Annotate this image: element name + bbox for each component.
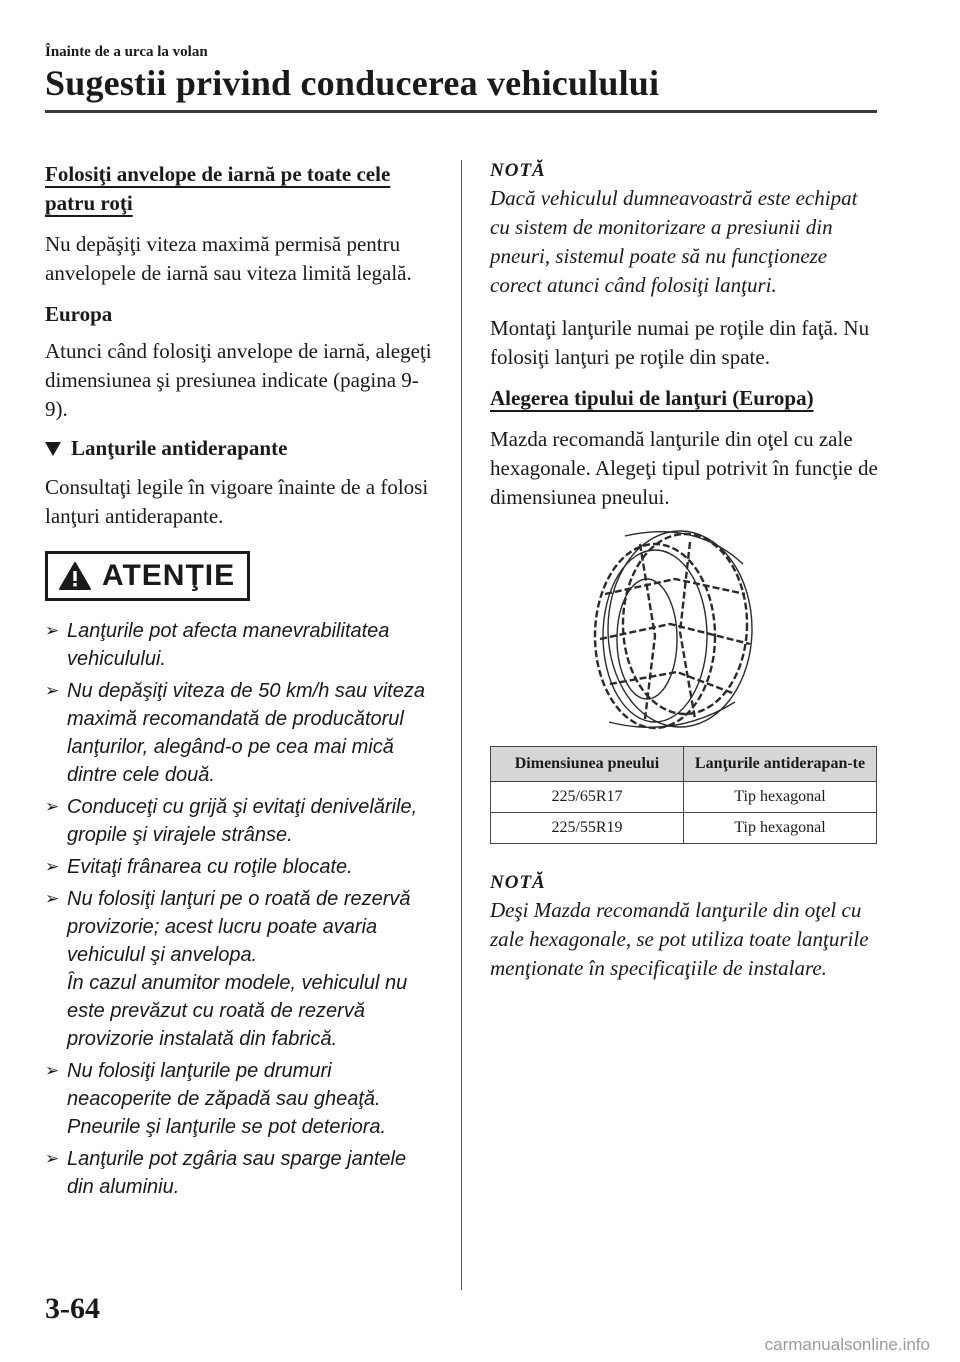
column-divider	[461, 160, 462, 1290]
list-item	[45, 1057, 435, 1141]
chain-size-table	[490, 746, 877, 844]
col-header-tire-size: Dimensiunea pneului	[491, 747, 684, 782]
bullet-text: Lanţurile pot afecta manevrabilitatea vehiculului.	[67, 620, 390, 670]
bullet-text: Evitaţi frânarea cu roţile blocate.	[67, 856, 353, 878]
cell-tire-size: 225/65R17	[491, 782, 684, 813]
arrow-bullet-icon: ➢	[45, 889, 60, 908]
winter-heading-line2: patru roţi	[45, 191, 133, 215]
chains-text: Consultaţi legile în vigoare înainte de a folosi lanţuri antiderapante.	[45, 475, 429, 528]
caution-bullet-list	[45, 617, 435, 1201]
bullet-text: Lanţurile pot zgâria sau sparge jantele din aluminiu.	[67, 1148, 407, 1198]
list-item	[45, 1145, 435, 1201]
mount-text: Montaţi lanţurile numai pe roţile din faţă. Nu folosiţi lanţuri pe roţile din spate.	[490, 316, 870, 369]
table-header-row	[491, 747, 877, 782]
list-item	[45, 617, 435, 673]
table-row	[491, 782, 877, 813]
chains-heading-label: Lanţurile antiderapante	[71, 436, 288, 460]
list-item	[45, 853, 435, 881]
note-label: NOTĂ	[490, 160, 546, 181]
chain-selection-heading-label: Alegerea tipului de lanţuri (Europa)	[490, 386, 814, 410]
winter-tires-text: Nu depăşiţi viteza maximă permisă pentru anvelopele de iarnă sau viteza limită legală.	[45, 232, 412, 285]
arrow-bullet-icon: ➢	[45, 1061, 60, 1080]
page-number: 3-64	[45, 1292, 100, 1325]
bullet-text: Nu folosiţi lanţurile pe drumuri neacoperite de zăpadă sau gheaţă. Pneurile şi lanţurile se pot deteriora.	[67, 1060, 387, 1138]
triangle-down-icon	[45, 442, 61, 456]
page-title: Sugestii privind conducerea vehiculului	[45, 63, 660, 103]
cell-chain-type: Tip hexagonal	[684, 782, 877, 813]
note-label: NOTĂ	[490, 872, 546, 893]
chain-selection-heading	[490, 384, 880, 413]
bullet-text: Nu depăşiţi viteza de 50 km/h sau viteza maximă recomandată de producătorul lanţurilor, alegând-o pe cea mai mică dintre cele două.	[67, 680, 425, 786]
title-rule	[45, 110, 877, 113]
chain-selection-text: Mazda recomandă lanţurile din oţel cu zale hexagonale. Alegeţi tipul potrivit în funcţie de dimensiunea pneului.	[490, 427, 878, 509]
watermark: carmanualsonline.info	[764, 1335, 930, 1354]
warning-triangle-icon	[58, 561, 92, 591]
cell-tire-size: 225/55R19	[491, 813, 684, 844]
arrow-bullet-icon: ➢	[45, 857, 60, 876]
note-text: Dacă vehiculul dumneavoastră este echipat cu sistem de monitorizare a presiunii din pneuri, sistemul poate să nu funcţioneze corect atunci când folosiţi lanţuri.	[490, 186, 858, 297]
arrow-bullet-icon: ➢	[45, 1149, 60, 1168]
table-row	[491, 813, 877, 844]
europe-text: Atunci când folosiţi anvelope de iarnă, alegeţi dimensiunea şi presiunea indicate (pagina 9-9).	[45, 339, 432, 421]
bullet-extra-text: În cazul anumitor modele, vehiculul nu este prevăzut cu roată de rezervă provizorie instalată din fabrică.	[67, 972, 408, 1050]
caution-box	[45, 551, 250, 601]
winter-heading-line1: Folosiţi anvelope de iarnă pe toate cele	[45, 162, 391, 186]
list-item	[45, 885, 435, 1053]
cell-chain-type: Tip hexagonal	[684, 813, 877, 844]
chains-heading	[45, 436, 435, 461]
bullet-text: Conduceţi cu grijă şi evitaţi denivelările, gropile şi virajele strânse.	[67, 796, 418, 846]
right-column	[490, 160, 880, 997]
arrow-bullet-icon: ➢	[45, 621, 60, 640]
europe-label: Europa	[45, 302, 113, 326]
bullet-text: Nu folosiţi lanţuri pe o roată de rezervă provizorie; acest lucru poate avaria vehiculul şi anvelopa.	[67, 888, 411, 966]
winter-tires-heading	[45, 160, 435, 218]
note-text: Deşi Mazda recomandă lanţurile din oţel cu zale hexagonale, se pot utiliza toate lanţurile menţionate în specificaţiile de instalare.	[490, 898, 869, 980]
arrow-bullet-icon: ➢	[45, 681, 60, 700]
list-item	[45, 677, 435, 789]
breadcrumb: Înainte de a urca la volan	[45, 44, 208, 60]
caution-label: ATENŢIE	[102, 559, 236, 592]
left-column	[45, 160, 435, 1205]
list-item	[45, 793, 435, 849]
arrow-bullet-icon: ➢	[45, 797, 60, 816]
tire-chain-illustration	[585, 524, 760, 734]
col-header-chains: Lanţurile antiderapan-te	[684, 747, 877, 782]
